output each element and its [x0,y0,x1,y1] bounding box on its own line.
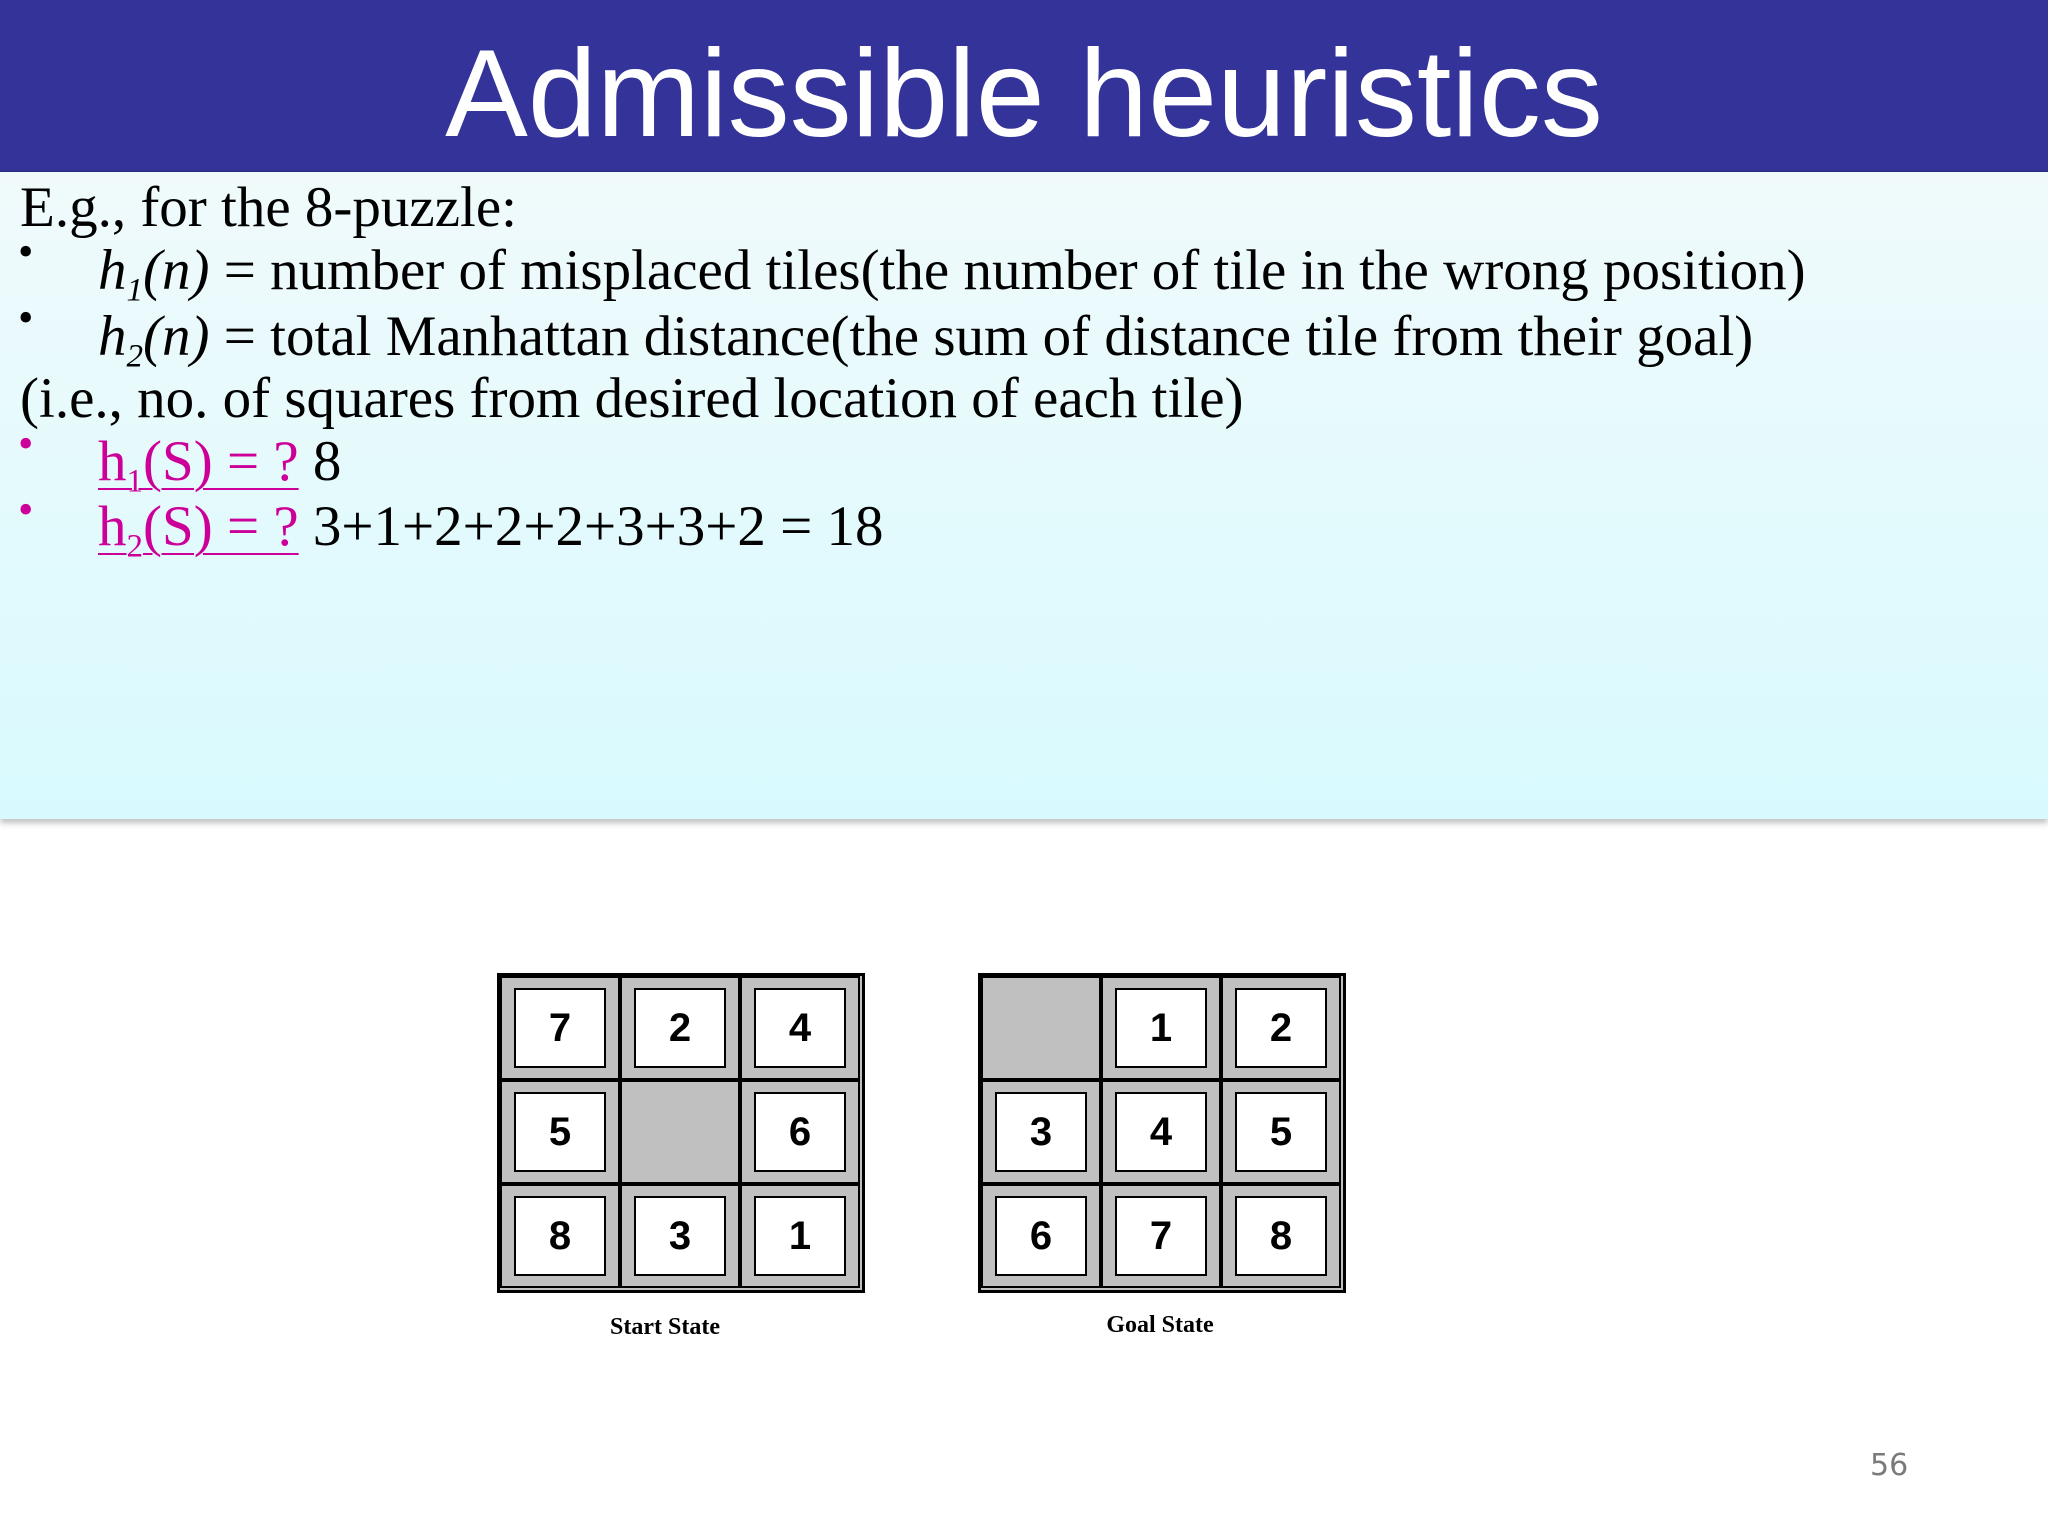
h1-definition [98,239,1806,309]
puzzle-tile: 7 [514,988,606,1068]
goal-state-label: Goal State [1106,1312,1214,1338]
puzzle-cell [1101,1184,1221,1288]
clarification-line: (i.e., no. of squares from desired location of each tile) [20,367,1244,430]
puzzle-cell [620,1184,740,1288]
h1-question [98,430,342,500]
start-state-board [497,973,865,1293]
puzzle-tile: 5 [1235,1092,1327,1172]
puzzle-cell [981,1080,1101,1184]
bullet-marker: • [18,293,34,342]
puzzle-cell [500,976,620,1080]
h1-symbol: $h_1(n)$ [98,239,210,309]
h1-answer: 8 [298,430,342,493]
puzzle-tile: 7 [1115,1196,1207,1276]
slide-title: Admissible heuristics [445,25,1603,163]
h2-description: = total Manhattan distance(the sum of distance tile from their goal) [209,305,1754,368]
puzzle-cell [1221,976,1341,1080]
puzzle-cell [981,1184,1101,1288]
puzzle-tile: 6 [754,1092,846,1172]
puzzle-cell [1221,1184,1341,1288]
intro-line: E.g., for the 8-puzzle: [20,176,517,239]
puzzle-tile: 1 [754,1196,846,1276]
puzzle-tile: 3 [634,1196,726,1276]
puzzle-tile: 4 [1115,1092,1207,1172]
puzzle-cell [500,1080,620,1184]
puzzle-cell [1221,1080,1341,1184]
bullet-marker: • [18,419,34,468]
h2-question-link[interactable]: $h_2(S)$ = ? [98,495,299,565]
puzzle-cell [1101,1080,1221,1184]
puzzle-tile: 5 [514,1092,606,1172]
puzzle-tile: 2 [1235,988,1327,1068]
h2-question [98,495,884,565]
bullet-marker: • [18,485,34,534]
puzzle-cell [740,976,860,1080]
puzzle-tile: 1 [1115,988,1207,1068]
content-box [0,172,2048,819]
puzzle-cell [740,1184,860,1288]
blank-cell [620,1080,740,1184]
page-number: 56 [1870,1448,1909,1483]
puzzle-tile: 3 [995,1092,1087,1172]
title-bar [0,0,2048,172]
h2-answer: 3+1+2+2+2+3+3+2 = 18 [298,495,884,558]
puzzle-tile: 8 [1235,1196,1327,1276]
start-state-label: Start State [610,1314,720,1340]
puzzle-cell [620,976,740,1080]
h2-definition [98,305,1754,375]
h1-description: = number of misplaced tiles(the number of tile in the wrong position) [209,239,1806,302]
puzzle-cell [740,1080,860,1184]
blank-cell [981,976,1101,1080]
h1-question-link[interactable]: $h_1(S)$ = ? [98,430,299,500]
h2-symbol: $h_2(n)$ [98,305,210,375]
puzzle-cell [500,1184,620,1288]
goal-state-board [978,973,1346,1293]
puzzle-tile: 6 [995,1196,1087,1276]
puzzle-tile: 4 [754,988,846,1068]
puzzle-cell [1101,976,1221,1080]
bullet-marker: • [18,227,34,276]
puzzle-tile: 2 [634,988,726,1068]
puzzle-tile: 8 [514,1196,606,1276]
